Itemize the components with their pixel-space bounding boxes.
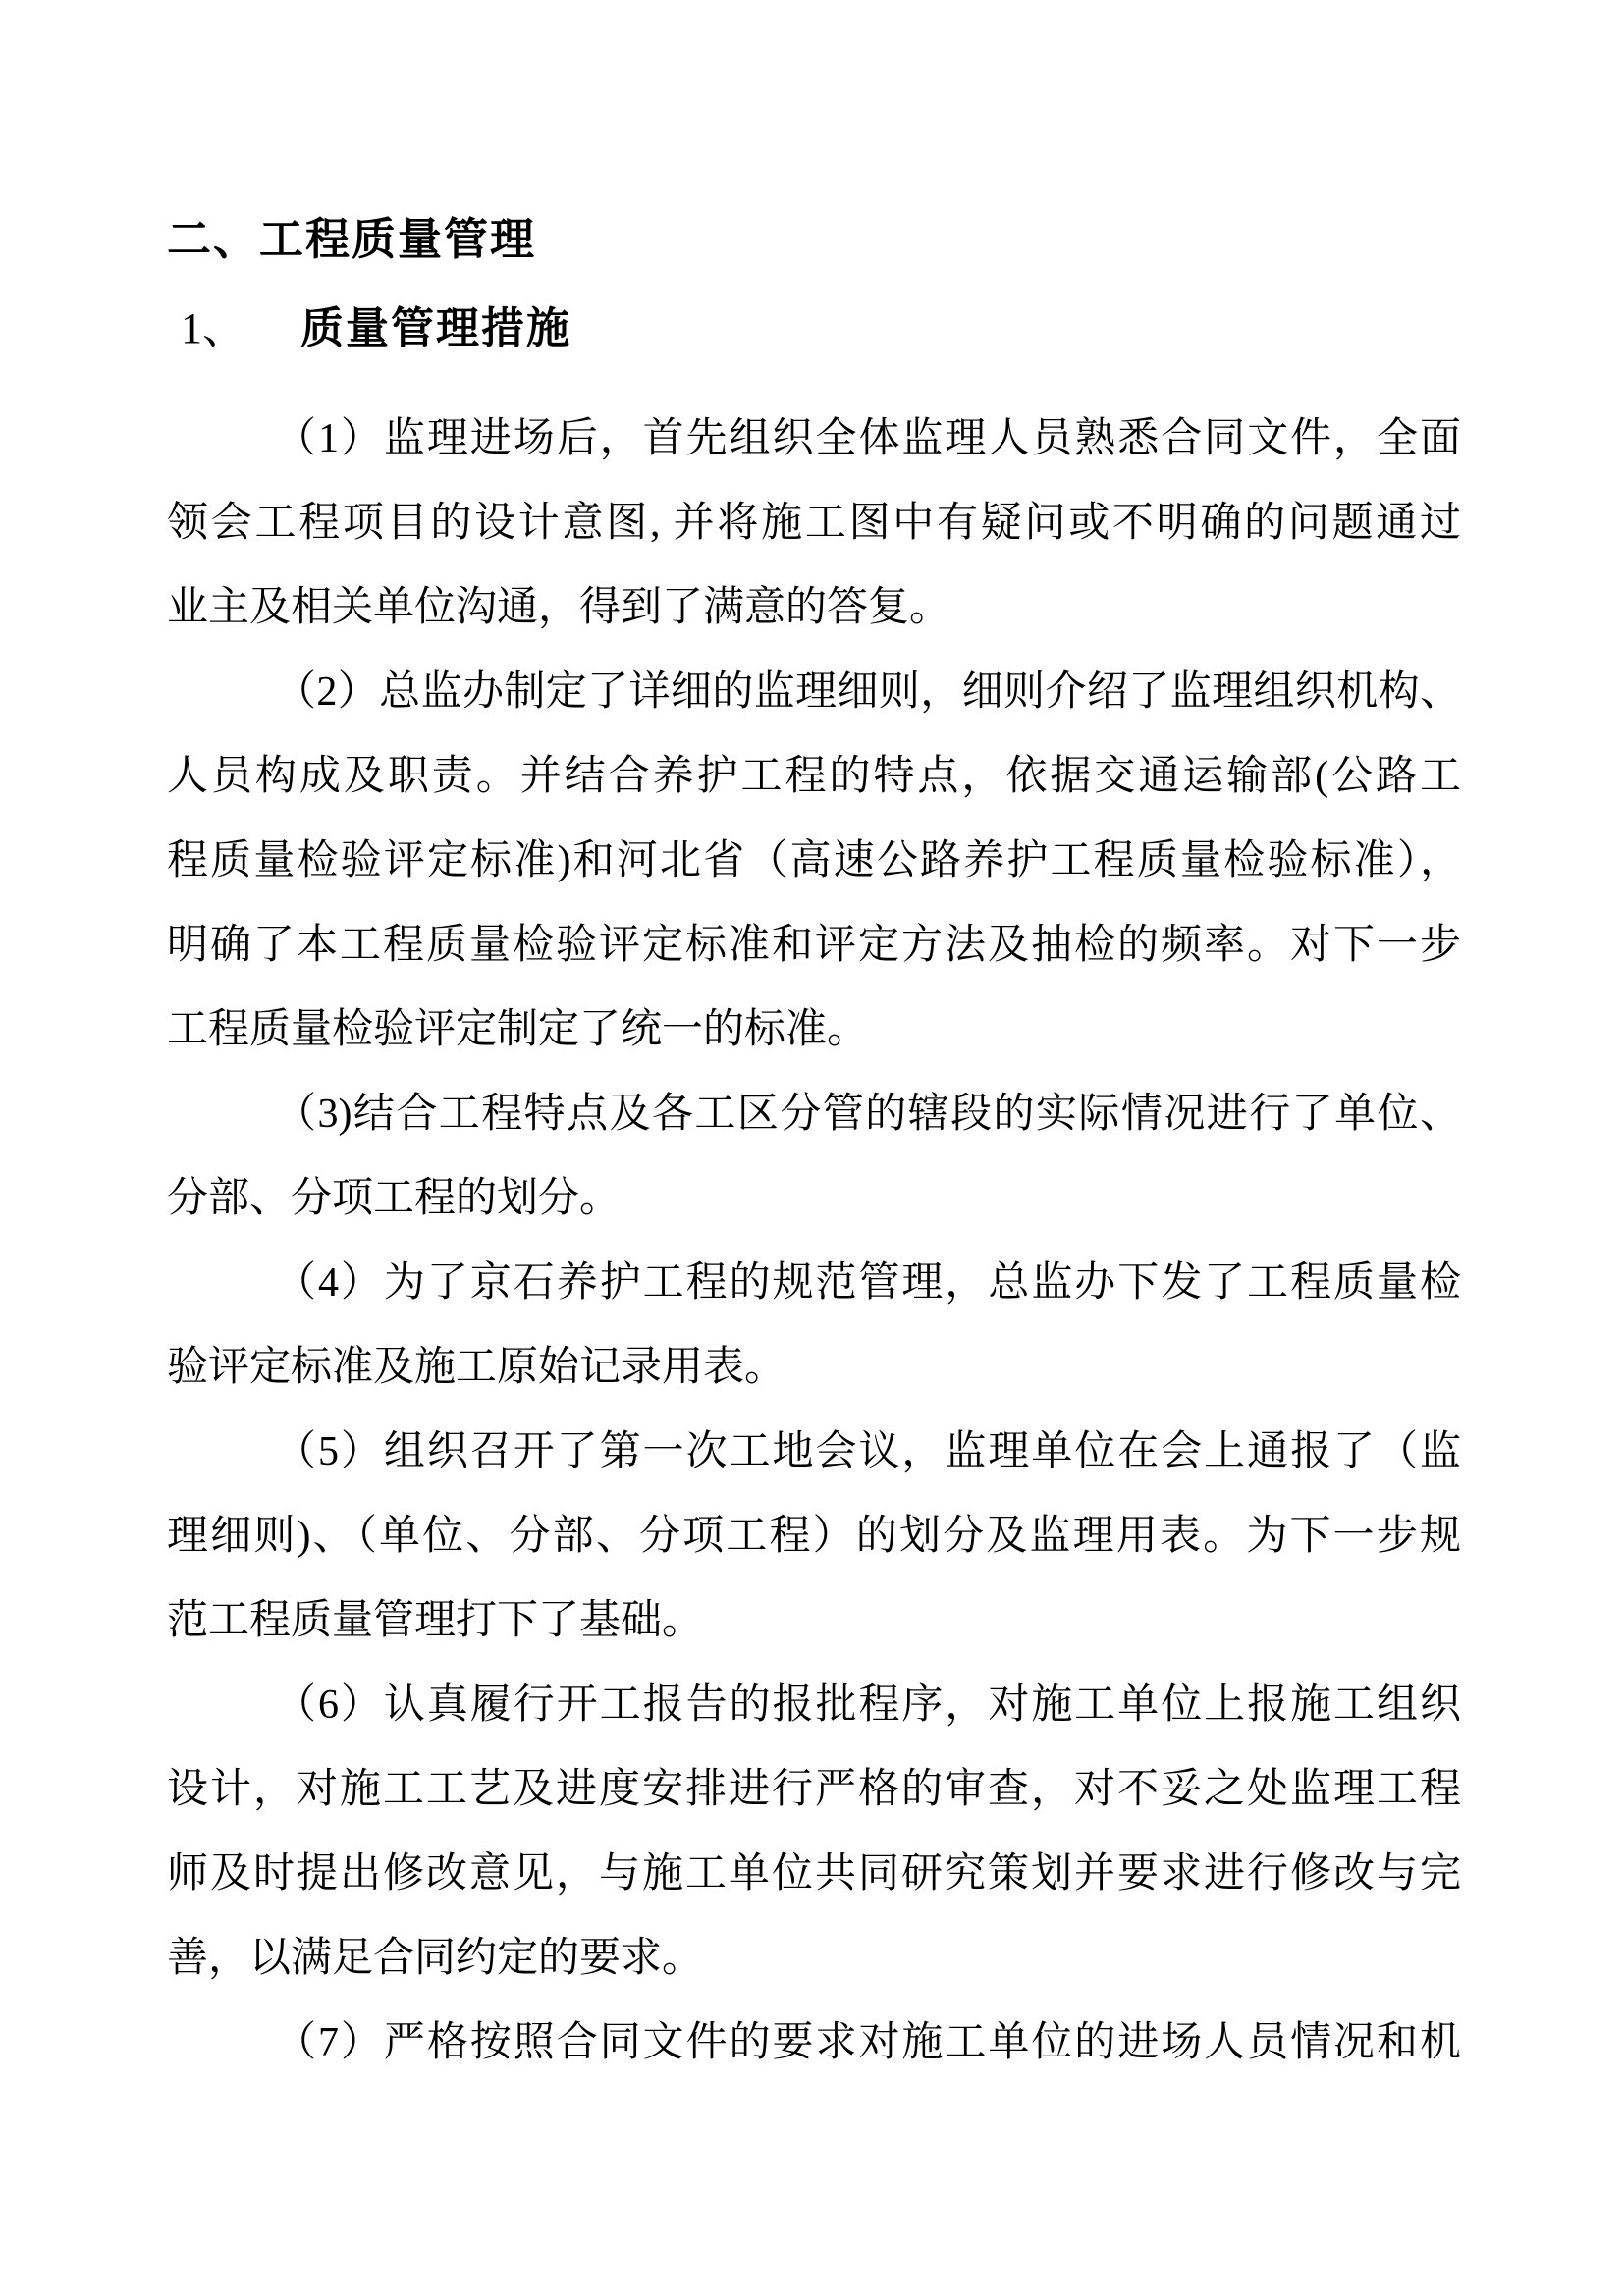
- text-line: （1）监理进场后，首先组织全体监理人员熟悉合同文件，全面: [275, 416, 1461, 461]
- text-line: 理细则)、（单位、分部、分项工程）的划分及监理用表。为下一步规: [167, 1514, 1461, 1559]
- text-line: （5）组织召开了第一次工地会议，监理单位在会上通报了（监: [275, 1429, 1461, 1474]
- text-line: 验评定标准及施工原始记录用表。: [167, 1345, 786, 1390]
- text-line: 师及时提出修改意见，与施工单位共同研究策划并要求进行修改与完: [167, 1851, 1461, 1896]
- text-line: 善，以满足合同约定的要求。: [167, 1936, 704, 1981]
- text-line: 人员构成及职责。并结合养护工程的特点，依据交通运输部(公路工: [167, 754, 1461, 799]
- text-line: 业主及相关单位沟通，得到了满意的答复。: [167, 585, 951, 630]
- text-line: 工程质量检验评定制定了统一的标准。: [167, 1007, 869, 1052]
- body-lines: [167, 397, 1461, 2085]
- text-line: 分部、分项工程的划分。: [167, 1176, 622, 1221]
- text-line: 明确了本工程质量检验评定标准和评定方法及抽检的频率。对下一步: [167, 923, 1461, 968]
- text-line: （4）为了京石养护工程的规范管理，总监办下发了工程质量检: [275, 1260, 1461, 1306]
- section-heading: 二、工程质量管理: [167, 215, 537, 264]
- text-line: 程质量检验评定标准)和河北省（高速公路养护工程质量检验标准），: [167, 838, 1461, 883]
- text-line: 设计，对施工工艺及进度安排进行严格的审查，对不妥之处监理工程: [167, 1767, 1461, 1812]
- subsection-number: 1、: [181, 304, 245, 352]
- subsection-title: 质量管理措施: [300, 304, 571, 352]
- text-line: （2）总监办制定了详细的监理细则，细则介绍了监理组织机构、: [275, 669, 1461, 715]
- text-line: （7）严格按照合同文件的要求对施工单位的进场人员情况和机: [275, 2020, 1461, 2065]
- subsection-heading: [167, 304, 1461, 353]
- text-line: （3)结合工程特点及各工区分管的辖段的实际情况进行了单位、: [275, 1092, 1461, 1137]
- document-content: [167, 0, 1461, 2085]
- text-line: 领会工程项目的设计意图, 并将施工图中有疑问或不明确的问题通过: [167, 501, 1461, 546]
- text-line: （6）认真履行开工报告的报批程序，对施工单位上报施工组织: [275, 1682, 1461, 1728]
- text-line: 范工程质量管理打下了基础。: [167, 1598, 704, 1643]
